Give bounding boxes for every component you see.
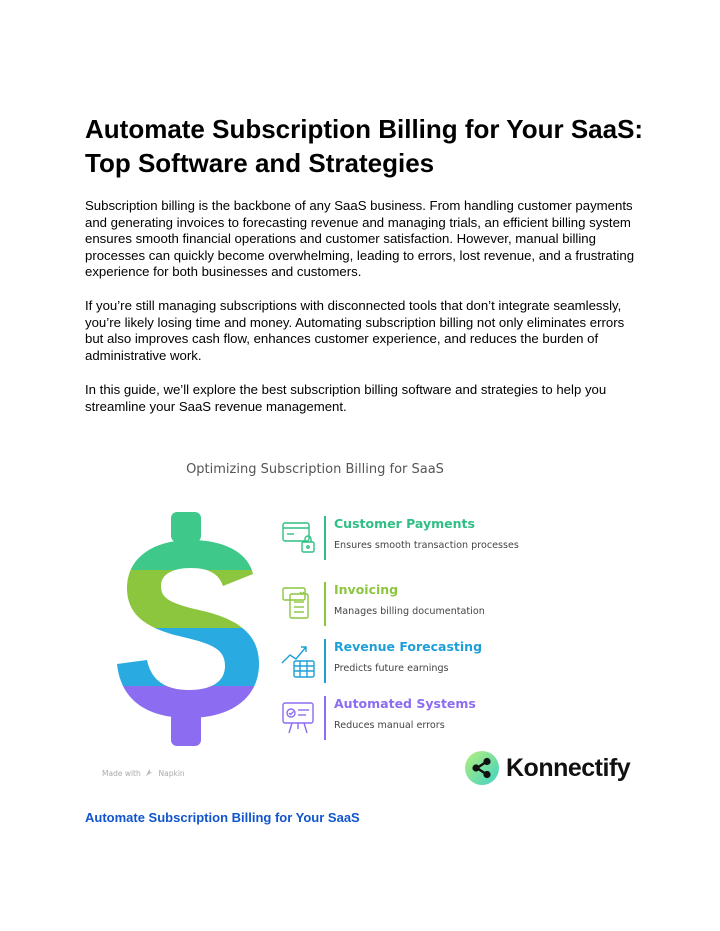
made-with-brand: Napkin — [158, 769, 185, 778]
logo-text: Konnectify — [506, 754, 631, 782]
infographic — [85, 440, 645, 785]
automation-board-icon — [280, 698, 320, 738]
item-description: Ensures smooth transaction processes — [334, 540, 519, 551]
item-description: Reduces manual errors — [334, 720, 445, 731]
forecast-chart-icon — [280, 641, 320, 681]
item-customer-payments — [280, 516, 570, 566]
item-invoicing — [280, 582, 570, 632]
napkin-logo-icon — [145, 768, 154, 777]
infographic-title: Optimizing Subscription Billing for SaaS — [186, 462, 444, 477]
item-divider — [324, 516, 326, 560]
problem-paragraph: If you’re still managing subscriptions with disconnected tools that don’t integrate seamlessly, you’re likely losing time and money. Automating subscription billing not only eliminates errors but also improves cash flow, enhances customer experience, and reduces the burden of administrative work. — [85, 298, 625, 363]
dollar-stripe-blue — [113, 628, 263, 686]
invoice-document-icon — [280, 584, 320, 624]
item-revenue-forecasting — [280, 639, 570, 689]
made-with-label: Made with — [102, 769, 141, 778]
guide-paragraph: In this guide, we’ll explore the best subscription billing software and strategies to help you streamline your SaaS revenue management. — [85, 382, 607, 414]
dollar-stripe-lime — [113, 570, 263, 628]
item-automated-systems — [280, 696, 570, 746]
share-node-icon — [465, 751, 499, 785]
dollar-stripe-purple — [113, 686, 263, 746]
konnectify-logo — [465, 751, 635, 791]
item-heading: Automated Systems — [334, 696, 476, 711]
item-description: Predicts future earnings — [334, 663, 449, 674]
intro-paragraph: Subscription billing is the backbone of any SaaS business. From handling customer payments and generating invoices to forecasting revenue and managing trials, an efficient billing system ensures smooth financial operations and customer satisfaction. However, manual billing processes can quickly become overwhelming, leading to errors, lost revenue, and a frustrating experience for both businesses and customers. — [85, 198, 635, 280]
item-divider — [324, 639, 326, 683]
item-heading: Revenue Forecasting — [334, 639, 483, 654]
payment-card-lock-icon — [280, 518, 320, 558]
dollar-stripe-green — [113, 512, 263, 570]
item-divider — [324, 582, 326, 626]
item-divider — [324, 696, 326, 740]
dollar-sign-icon — [113, 512, 263, 746]
made-with-napkin — [102, 768, 185, 778]
item-heading: Customer Payments — [334, 516, 475, 531]
item-description: Manages billing documentation — [334, 606, 485, 617]
item-heading: Invoicing — [334, 582, 399, 597]
page-title: Automate Subscription Billing for Your SaaS: Top Software and Strategies — [85, 114, 644, 178]
article-link[interactable]: Automate Subscription Billing for Your SaaS — [85, 810, 360, 825]
